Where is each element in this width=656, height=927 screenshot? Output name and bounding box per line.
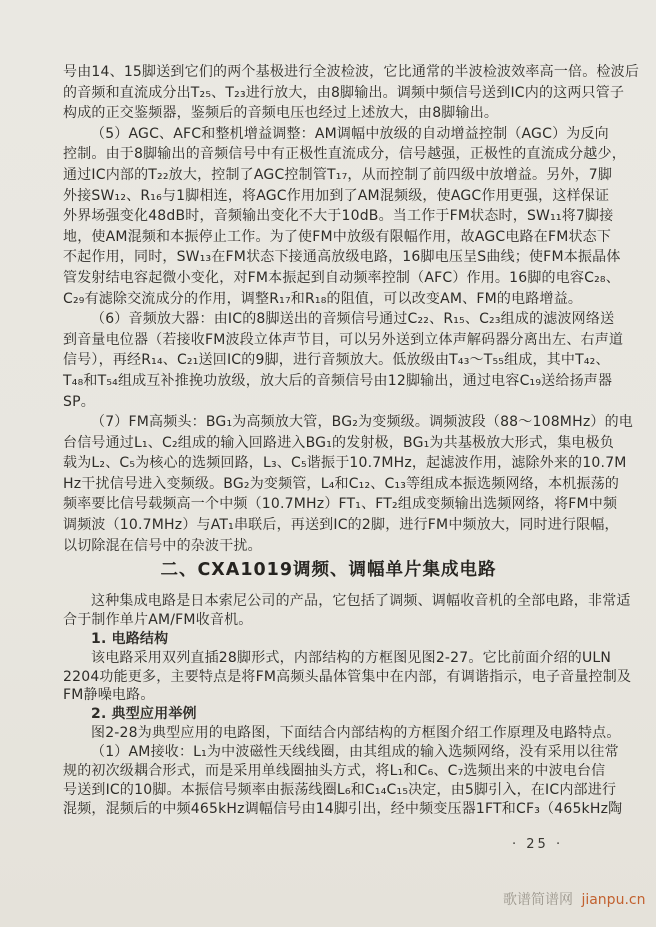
text-line: 到音量电位器（若接收FM波段立体声节目，可以另外送到立体声解码器分离出左、右声道	[63, 331, 624, 348]
text-line: 这种集成电路是日本索尼公司的产品，它包括了调频、调幅收音机的全部电路，非常适	[91, 593, 631, 609]
watermark	[503, 889, 645, 909]
text-line: 通过IC内部的T₂₂放大，控制了AGC控制管T₁₇，从而控制了前四级中放增益。另外，7脚	[63, 166, 613, 183]
text-line: T₄₈和T₅₄组成互补推挽功放级，放大后的音频信号由12脚输出，通过电容C₁₉送给扬声器	[63, 372, 613, 389]
text-line: 图2-28为典型应用的电路图，下面结合内部结构的方框图介绍工作原理及电路特点。	[91, 725, 621, 742]
text-line: 台信号通过L₁、C₂组成的输入回路进入BG₁的发射极，BG₁为共基极放大形式，集电极负	[63, 434, 615, 451]
text-line: 合于制作单片AM/FM收音机。	[63, 611, 253, 628]
text-line: 号由14、15脚送到它们的两个基极进行全波检波，它比通常的半波检波效率高一倍。检波后	[63, 64, 640, 80]
text-line: （6）音频放大器：由IC的8脚送出的音频信号通过C₂₂、R₁₅、C₂₃组成的滤波网络送	[91, 311, 615, 328]
text-line: 信号），再经R₁₄、C₂₁送回IC的9脚，进行音频放大。低放级由T₄₃～T₅₅组成，其中T₄₂、	[63, 352, 610, 369]
text-line: C₂₉有滤除交流成分的作用，调整R₁₇和R₁₈的阻值，可以改变AM、FM的电路增益。	[63, 290, 583, 307]
watermark-site-name: 歌谱简谱网	[503, 892, 573, 908]
text-line: 控制。由于8脚输出的音频信号中有正极性直流成分，信号越强，正极性的直流成分越少，	[63, 146, 626, 163]
text-line: 外接SW₁₂、R₁₆与1脚相连，将AGC作用加到了AM混频级，使AGC作用更强，这样保证	[63, 187, 610, 204]
text-line: SP。	[63, 393, 95, 410]
subheading-typical-application: 2. 典型应用举例	[91, 706, 197, 723]
text-line: FM静噪电路。	[63, 687, 155, 704]
body-text-lower	[63, 592, 632, 819]
text-line: 规的初次级耦合形式，而是采用单线圈抽头方式，将L₁和C₆、C₇选频出来的中波电台信	[63, 763, 606, 780]
subheading-circuit-structure: 1. 电路结构	[91, 630, 169, 647]
section-heading: 二、CXA1019调频、调幅单片集成电路	[160, 560, 497, 580]
text-line: 的音频和直流成分出T₂₅、T₂₃进行放大，由8脚输出。调频中频信号送到IC内的这两只管子	[63, 84, 625, 101]
text-line: 该电路采用双列直插28脚形式，内部结构的方框图见图2-27。它比前面介绍的ULN	[91, 649, 612, 666]
text-line: 2204功能更多，主要特点是将FM高频头晶体管集中在内部，有调谐指示，电子音量控制及	[63, 668, 632, 685]
text-line: 号送到IC的10脚。本振信号频率由振荡线圈L₆和C₁₄C₁₅决定，由5脚引入，在IC内部进行	[63, 781, 617, 798]
text-line: 不起作用，同时，SW₁₃在FM状态下接通高放级电路，16脚电压呈S曲线；使FM本振晶体	[63, 249, 621, 266]
text-line: 调频波（10.7MHz）与AT₁串联后，再送到IC的2脚，进行FM中频放大，同时进行限幅，	[63, 517, 619, 534]
text-line: 频率要比信号载频高一个中频（10.7MHz）FT₁、FT₂组成变频输出选频网络，将FM中频	[63, 496, 618, 513]
text-line: （7）FM高频头：BG₁为高频放大管，BG₂为变频级。调频波段（88～108MHz）的电	[91, 414, 633, 431]
text-line: 外界场强变化48dB时，音频输出变化不大于10dB。当工作于FM状态时，SW₁₁将7脚接	[63, 208, 614, 225]
text-line: 混频，混频后的中频465kHz调幅信号由14脚引出，经中频变压器1FT和CF₃（465kHz陶	[63, 800, 623, 817]
body-text-upper	[63, 62, 640, 556]
page-number: · 25 ·	[512, 837, 564, 852]
text-line: 构成的正交鉴频器，鉴频后的音频电压也经过上述放大，由8脚输出。	[63, 105, 499, 122]
text-line: 以切除混在信号中的杂波干扰。	[63, 537, 262, 554]
text-line: 载为L₂、C₅为核心的选频回路，L₃、C₅谐振于10.7MHz，起滤波作用，滤除外来的10.7M	[63, 455, 627, 472]
text-line: （1）AM接收：L₁为中波磁性天线线圈，由其组成的输入选频网络，没有采用以往常	[91, 744, 619, 761]
text-line: （5）AGC、AFC和整机增益调整：AM调幅中放级的自动增益控制（AGC）为反向	[91, 125, 609, 142]
text-line: Hz干扰信号进入变频级。BG₂为变频管，L₄和C₁₂、C₁₃等组成本振选频网络，本机振荡的	[63, 475, 620, 492]
text-line: 管发射结电容起微小变化，对FM本振起到自动频率控制（AFC）作用。16脚的电容C₂₈、	[63, 269, 620, 286]
watermark-domain: jianpu.cn	[581, 892, 646, 908]
text-line: 地，使AM混频和本振停止工作。为了使FM中放级有限幅作用，故AGC电路在FM状态下	[63, 228, 612, 245]
